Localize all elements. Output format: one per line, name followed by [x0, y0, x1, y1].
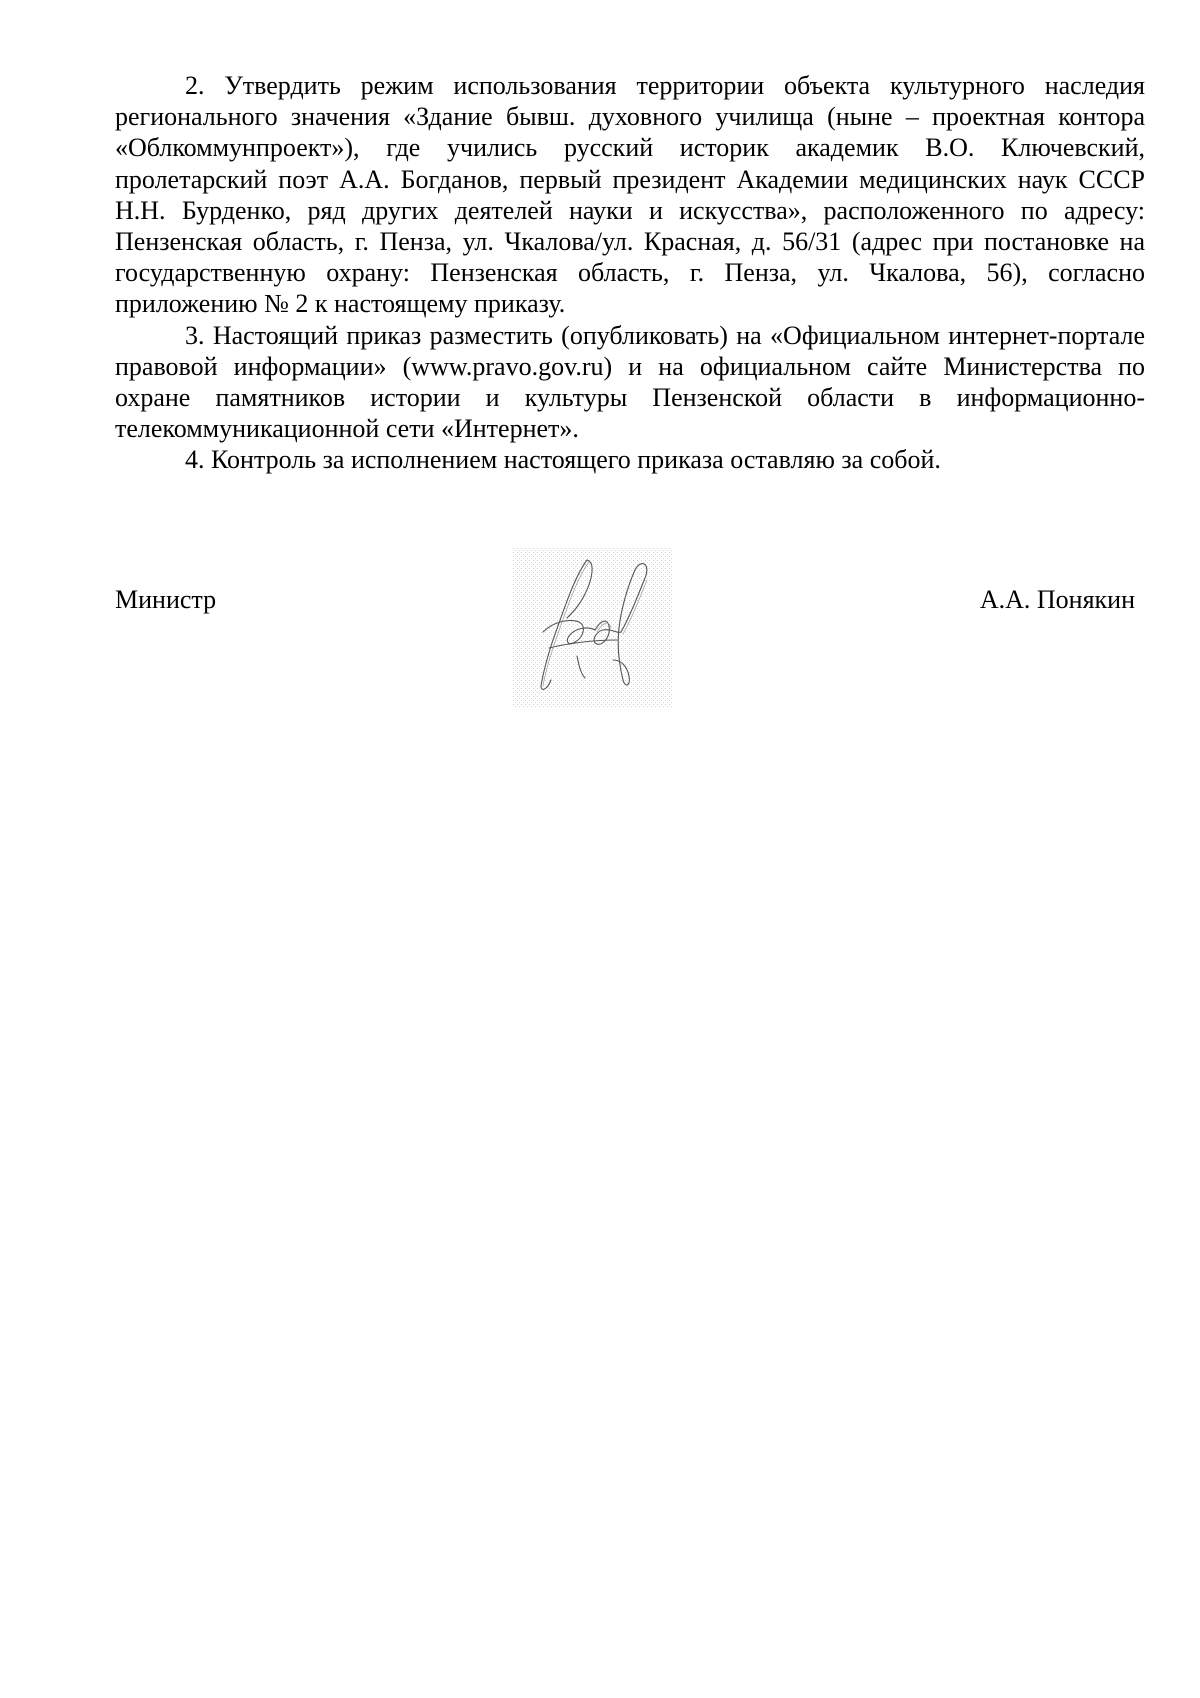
paragraph-item-3: 3. Настоящий приказ разместить (опубликовать) на «Официальном интернет-портале правовой информации» (www.pravo.gov.ru) и на официальном сайте Министерства по охране памятников истории и культуры Пензенской области в информационно-телекоммуникационной сети «Интернет».: [115, 320, 1145, 444]
handwritten-signature: [513, 548, 673, 708]
paragraph-item-2: 2. Утвердить режим использования территории объекта культурного наследия регионального значения «Здание бывш. духовного училища (ныне – проектная контора «Облкоммунпроект»), где учились русский историк академик В.О. Ключевский, пролетарский поэт А.А. Богданов, первый президент Академии медицинских наук СССР Н.Н. Бурденко, ряд других деятелей науки и искусства», расположенного по адресу: Пензенская область, г. Пенза, ул. Чкалова/ул. Красная, д. 56/31 (адрес при постановке на государственную охрану: Пензенская область, г. Пенза, ул. Чкалова, 56), согласно приложению № 2 к настоящему приказу.: [115, 71, 1145, 319]
document-body: [115, 70, 1145, 476]
paragraph-item-4: 4. Контроль за исполнением настоящего приказа оставляю за собой.: [185, 445, 941, 475]
signatory-position: Министр: [115, 585, 217, 614]
signature-block: [115, 548, 1135, 708]
signatory-name: А.А. Понякин: [979, 585, 1135, 614]
